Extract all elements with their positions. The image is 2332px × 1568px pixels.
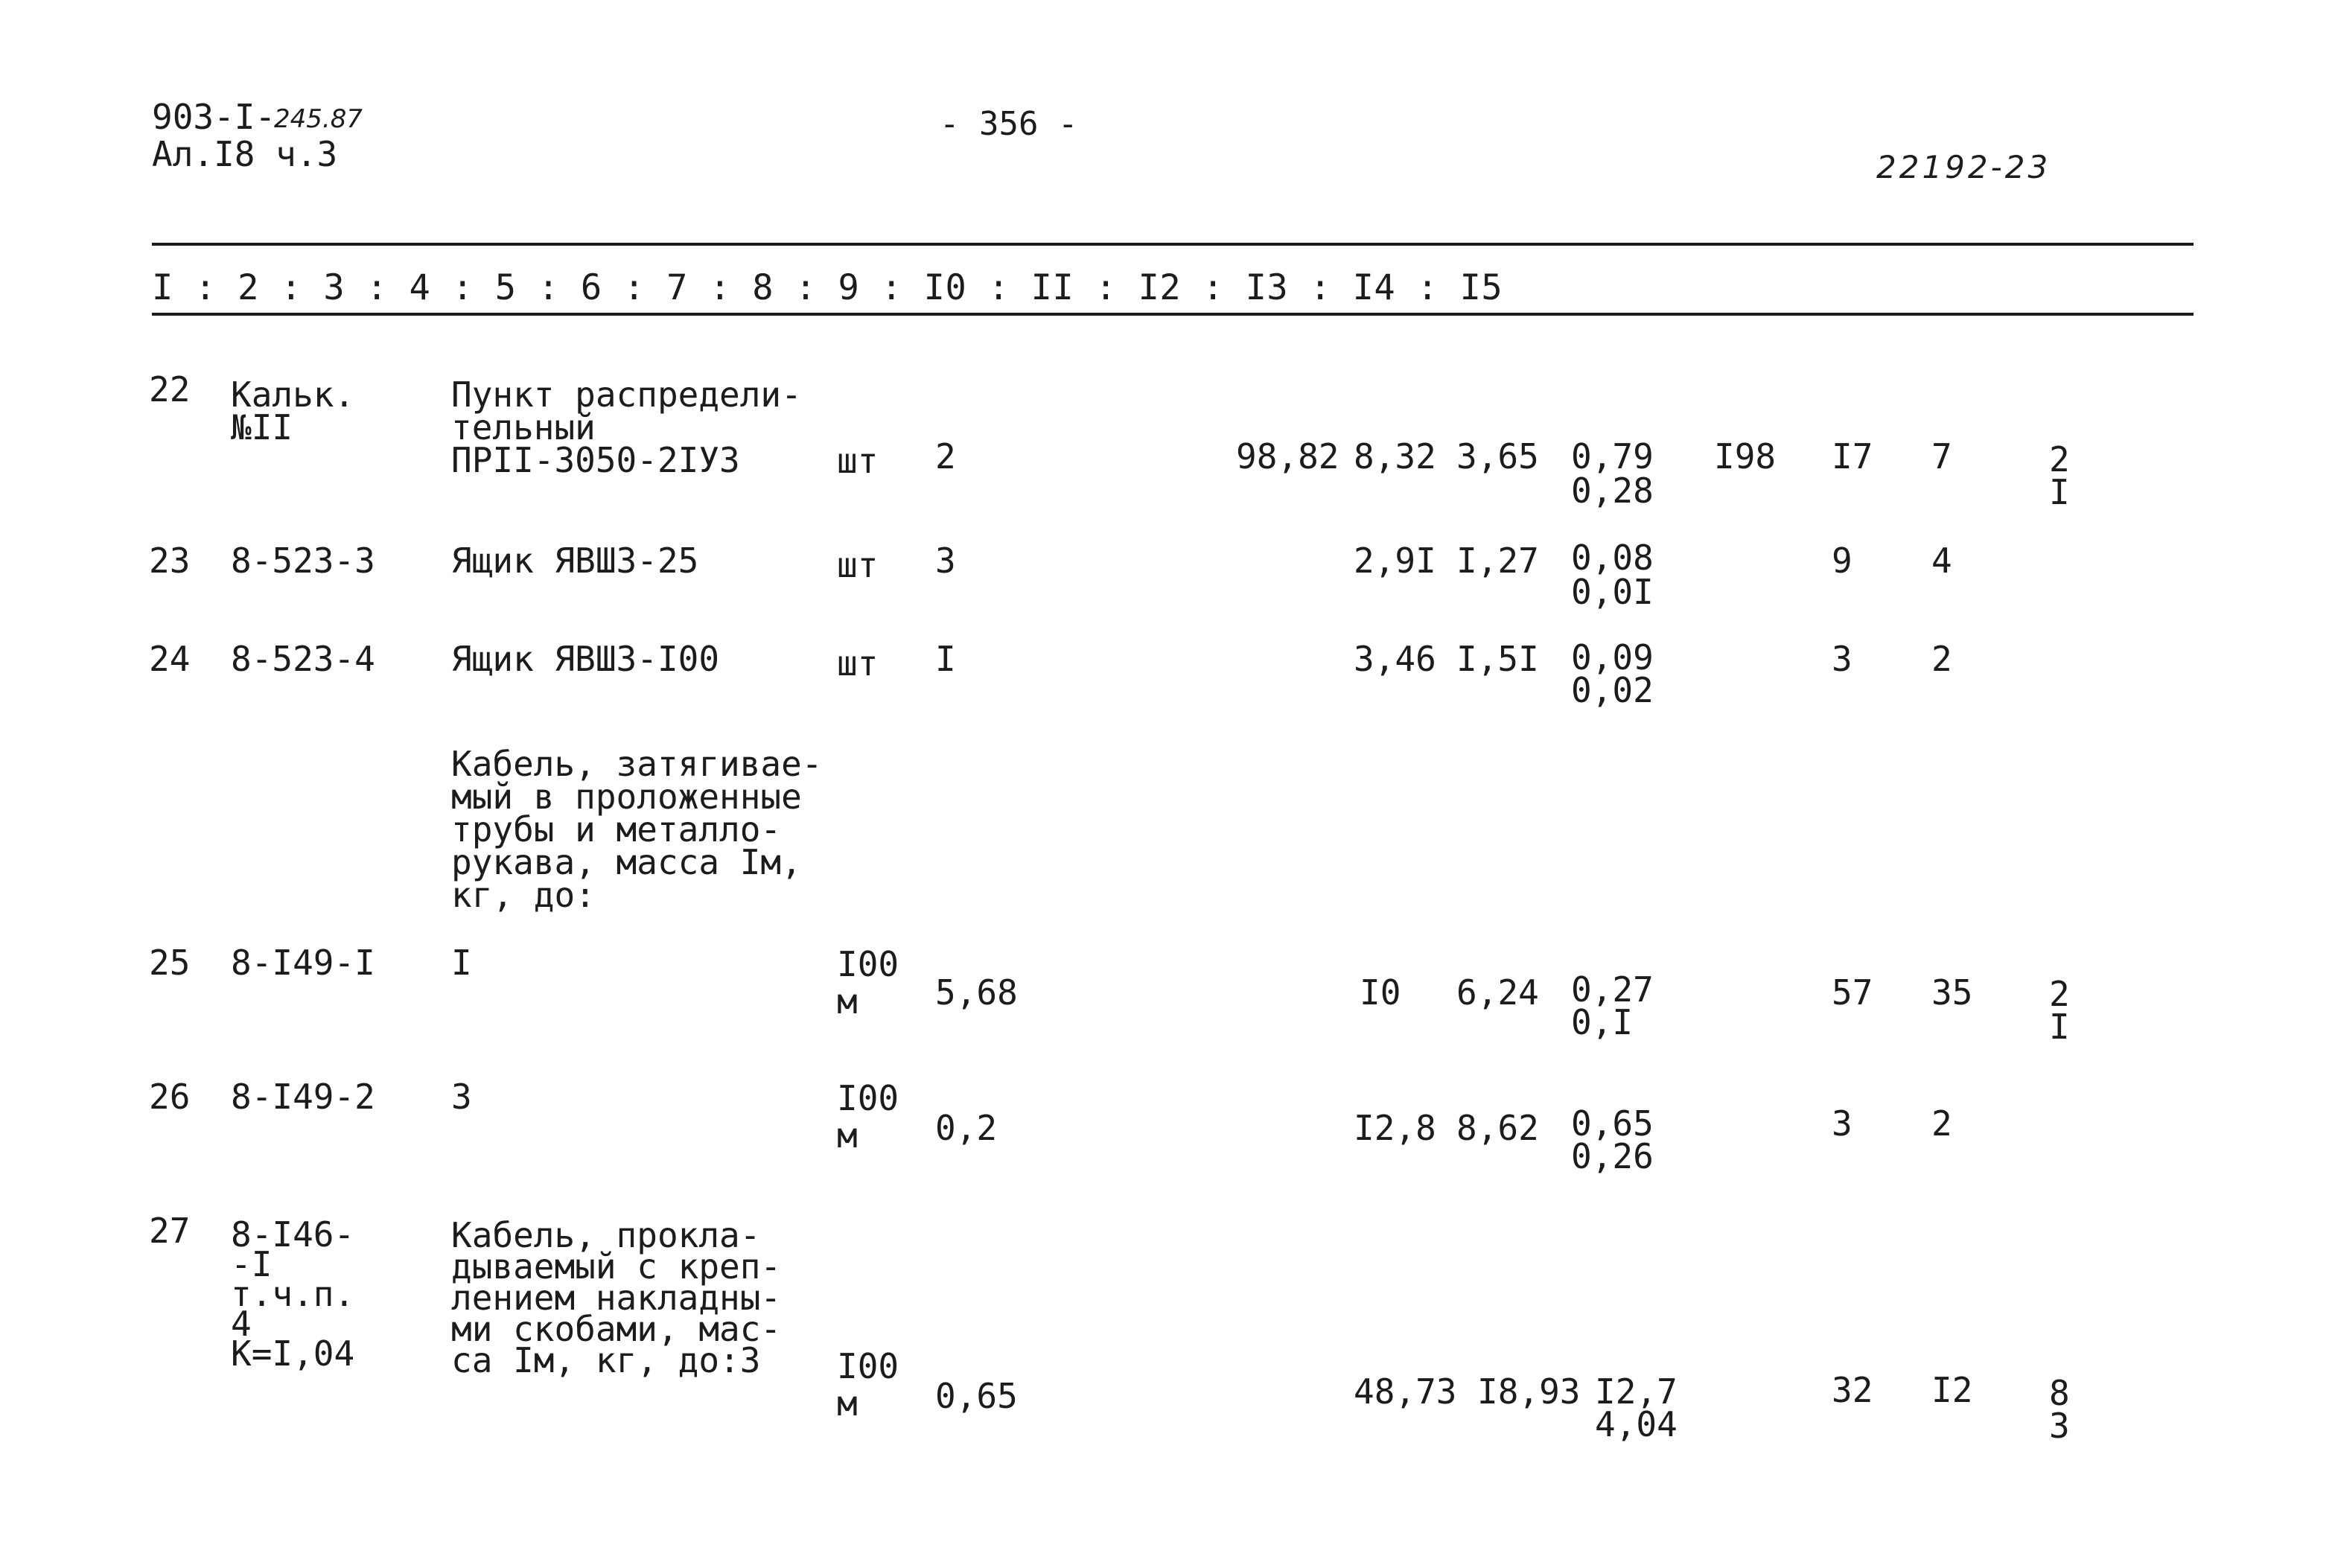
col-14-value: 2 [1931, 639, 1952, 679]
column-number-header: I : 2 : 3 : 4 : 5 : 6 : 7 : 8 : 9 : I0 : II : I2 : I3 : I4 : I5 [152, 267, 1503, 308]
col-9-value: I0 [1360, 972, 1401, 1013]
rate-code: 8-I46- -I т.ч.п. 4 К=I,04 [231, 1214, 355, 1374]
table-header-rule [152, 313, 2194, 316]
rate-code: 8-523-4 [231, 639, 375, 679]
col-10-value: I,5I [1456, 639, 1539, 679]
col-11-lower-value: 0,I [1571, 1002, 1634, 1042]
col-15-lower-value: I [2049, 1007, 2070, 1047]
col-12-value: I98 [1714, 436, 1777, 477]
row-number: 24 [149, 639, 191, 679]
row-number: 26 [149, 1077, 191, 1117]
quantity: I [935, 639, 956, 679]
col-14-value: I2 [1931, 1370, 1973, 1410]
quantity: 0,2 [935, 1108, 998, 1148]
col-10-value: 3,65 [1456, 436, 1539, 477]
col-15-lower-value: 3 [2049, 1406, 2070, 1446]
col-11-lower-value: 0,02 [1571, 670, 1654, 710]
quantity: 3 [935, 541, 956, 581]
row-number: 27 [149, 1211, 191, 1251]
item-name: Кабель, прокла- дываемый с креп- лением накладны- ми скобами, мас- са Iм, кг, до:3 [451, 1215, 782, 1380]
table-top-rule [152, 243, 2194, 246]
col-15-lower-value: I [2049, 472, 2070, 512]
col-14-value: 4 [1931, 541, 1952, 581]
quantity: 0,65 [935, 1376, 1018, 1416]
unit: I00 м [837, 1078, 899, 1156]
col-13-value: 57 [1832, 972, 1873, 1013]
item-name: Ящик ЯВШЗ-25 [451, 541, 699, 581]
rate-code: 8-I49-I [231, 943, 375, 983]
unit: I00 м [837, 944, 899, 1022]
col-8-value: 98,82 [1236, 436, 1339, 477]
row-number: 22 [149, 369, 191, 409]
col-9-value: 48,73 [1354, 1371, 1457, 1412]
col-10-value: I8,93 [1477, 1371, 1581, 1412]
col-11-lower-value: 4,04 [1595, 1404, 1678, 1444]
reference-code: 22192-23 [1876, 149, 2051, 185]
col-14-value: 7 [1931, 436, 1952, 477]
unit: I00 м [837, 1346, 899, 1424]
section-heading: Кабель, затягивае- мый в проложенные трубы и металло- рукава, масса Iм, кг, до: [451, 744, 823, 915]
col-10-value: 6,24 [1456, 972, 1539, 1013]
rate-code: 8-I49-2 [231, 1077, 375, 1117]
unit: шт [837, 643, 879, 683]
quantity: 2 [935, 436, 956, 477]
col-9-value: 2,9I [1354, 541, 1436, 581]
col-14-value: 35 [1931, 972, 1973, 1013]
item-name: I [451, 943, 472, 983]
document-code: 903-I- [152, 97, 276, 137]
col-13-value: 9 [1832, 541, 1852, 581]
col-15-upper-value: 2 [2049, 439, 2070, 479]
col-11-lower-value: 0,0I [1571, 572, 1654, 612]
col-13-value: 3 [1832, 1103, 1852, 1144]
page-number: - 356 - [940, 105, 1078, 143]
col-11-upper-value: 0,79 [1571, 436, 1654, 477]
unit: шт [837, 545, 879, 585]
col-13-value: 32 [1832, 1370, 1873, 1410]
col-11-upper-value: I2,7 [1595, 1371, 1678, 1412]
col-9-value: 3,46 [1354, 639, 1436, 679]
col-9-value: 8,32 [1354, 436, 1436, 477]
rate-code: 8-523-3 [231, 541, 375, 581]
rate-code: Кальк. №II [231, 375, 355, 447]
col-11-upper-value: 0,27 [1571, 969, 1654, 1010]
col-9-value: I2,8 [1354, 1108, 1436, 1148]
row-number: 25 [149, 943, 191, 983]
quantity: 5,68 [935, 972, 1018, 1013]
unit: шт [837, 441, 879, 481]
col-11-upper-value: 0,08 [1571, 538, 1654, 578]
col-11-lower-value: 0,26 [1571, 1136, 1654, 1176]
col-13-value: I7 [1832, 436, 1873, 477]
col-15-upper-value: 2 [2049, 974, 2070, 1014]
col-11-lower-value: 0,28 [1571, 471, 1654, 511]
col-15-upper-value: 8 [2049, 1373, 2070, 1413]
item-name: 3 [451, 1077, 472, 1117]
item-name: Ящик ЯВШЗ-I00 [451, 639, 720, 679]
col-13-value: 3 [1832, 639, 1852, 679]
col-11-upper-value: 0,65 [1571, 1103, 1654, 1144]
col-10-value: 8,62 [1456, 1108, 1539, 1148]
col-11-upper-value: 0,09 [1571, 637, 1654, 678]
col-14-value: 2 [1931, 1103, 1952, 1144]
album-reference: Ал.I8 ч.3 [152, 134, 338, 174]
document-code-handwritten: 245.87 [274, 104, 363, 134]
item-name: Пункт распредели- тельный ПРII-3050-2IУ3 [451, 375, 802, 480]
row-number: 23 [149, 541, 191, 581]
col-10-value: I,27 [1456, 541, 1539, 581]
